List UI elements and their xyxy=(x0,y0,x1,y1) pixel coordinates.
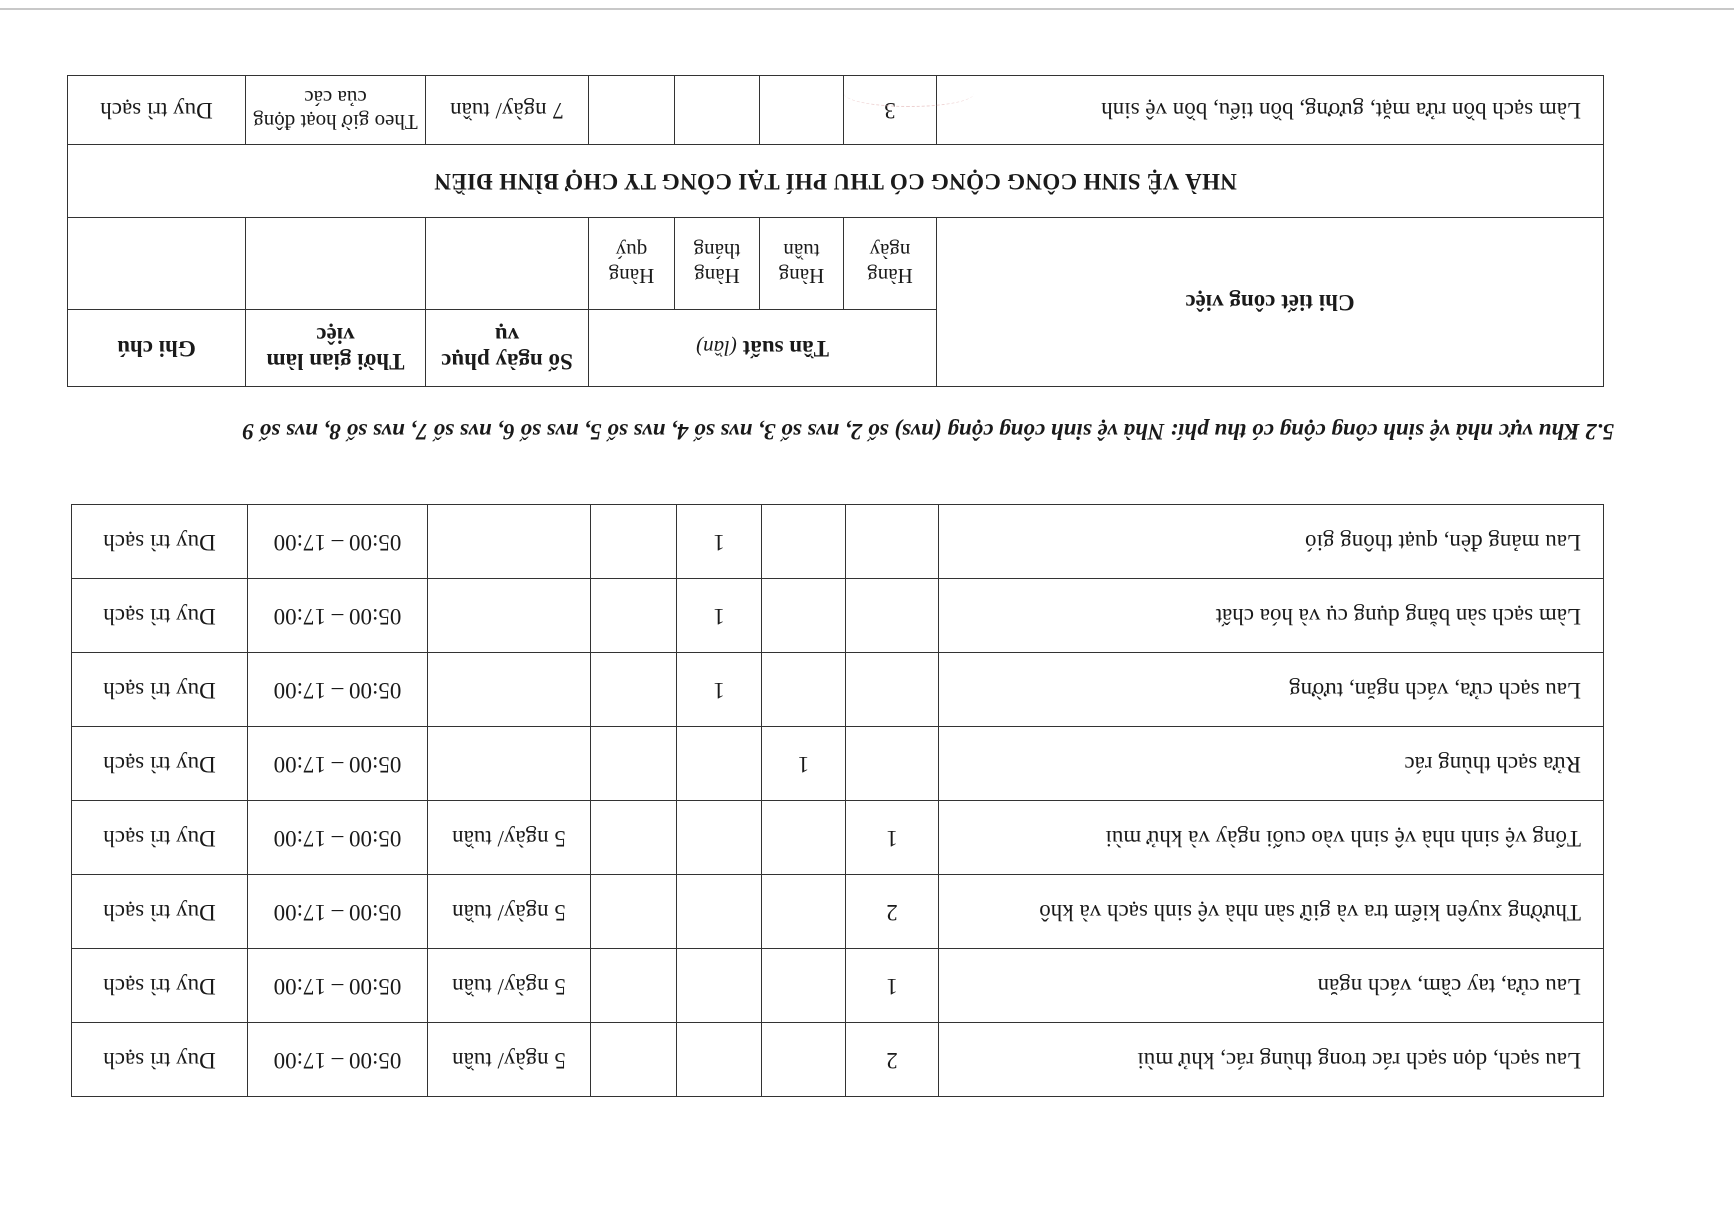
quarterly-count-cell xyxy=(589,76,675,145)
weekly-count-cell xyxy=(762,801,846,875)
header-service-days: Số ngày phục vụ xyxy=(426,310,589,387)
task-detail-cell: Tổng vệ sinh nhà vệ sinh vào cuối ngày và khử mùi xyxy=(939,801,1604,875)
daily-count-cell xyxy=(846,653,939,727)
service-days-cell xyxy=(428,727,591,801)
note-cell: Duy trì sạch xyxy=(68,76,246,145)
header-empty-cell xyxy=(426,218,589,310)
header-working-time: Thời gian làm việc xyxy=(246,310,426,387)
weekly-count-cell xyxy=(760,76,844,145)
monthly-count-cell: 1 xyxy=(677,653,762,727)
banner-row xyxy=(68,145,1604,218)
daily-count-cell: 3 xyxy=(844,76,937,145)
monthly-count-cell xyxy=(677,875,762,949)
task-detail-cell: Làm sạch bồn rửa mặt, gương, bồn tiểu, bồn vệ sinh xyxy=(937,76,1604,145)
quarterly-count-cell xyxy=(591,727,677,801)
working-time-cell: 05:00 – 17:00 xyxy=(248,579,428,653)
task-detail-cell: Làm sạch sàn bằng dụng cụ và hóa chất xyxy=(939,579,1604,653)
table-row xyxy=(72,801,1604,875)
header-monthly: Hàng tháng xyxy=(675,218,760,310)
working-time-cell: 05:00 – 17:00 xyxy=(248,949,428,1023)
daily-count-cell: 1 xyxy=(846,949,939,1023)
header-note: Ghi chú xyxy=(68,310,246,387)
header-frequency xyxy=(589,310,937,387)
service-days-cell: 7 ngày/ tuần xyxy=(426,76,589,145)
service-days-cell: 5 ngày/ tuần xyxy=(428,1023,591,1097)
daily-count-cell: 2 xyxy=(846,875,939,949)
task-detail-cell: Lau sạch cửa, vách ngăn, tường xyxy=(939,653,1604,727)
table-row xyxy=(72,579,1604,653)
header-empty-cell xyxy=(246,218,426,310)
quarterly-count-cell xyxy=(591,505,677,579)
service-days-cell xyxy=(428,505,591,579)
weekly-count-cell xyxy=(762,875,846,949)
note-cell: Duy trì sạch xyxy=(72,653,248,727)
weekly-count-cell: 1 xyxy=(762,727,846,801)
service-days-cell xyxy=(428,653,591,727)
cleaning-schedule-table xyxy=(71,504,1604,1097)
task-detail-cell: Rửa sạch thùng rác xyxy=(939,727,1604,801)
monthly-count-cell xyxy=(677,801,762,875)
quarterly-count-cell xyxy=(591,1023,677,1097)
quarterly-count-cell xyxy=(591,875,677,949)
daily-count-cell xyxy=(846,505,939,579)
note-cell: Duy trì sạch xyxy=(72,1023,248,1097)
quarterly-count-cell xyxy=(591,949,677,1023)
working-time-cell: 05:00 – 17:00 xyxy=(248,801,428,875)
table-row xyxy=(72,1023,1604,1097)
working-time-cell: 05:00 – 17:00 xyxy=(248,727,428,801)
working-time-cell: 05:00 – 17:00 xyxy=(248,505,428,579)
table-row xyxy=(72,727,1604,801)
note-cell: Duy trì sạch xyxy=(72,505,248,579)
weekly-count-cell xyxy=(762,579,846,653)
working-time-cell: 05:00 – 17:00 xyxy=(248,1023,428,1097)
table-row xyxy=(72,653,1604,727)
daily-count-cell: 2 xyxy=(846,1023,939,1097)
table-row xyxy=(72,505,1604,579)
quarterly-count-cell xyxy=(591,801,677,875)
monthly-count-cell: 1 xyxy=(677,579,762,653)
daily-count-cell xyxy=(846,727,939,801)
weekly-count-cell xyxy=(762,505,846,579)
monthly-count-cell xyxy=(677,727,762,801)
monthly-count-cell: 1 xyxy=(677,505,762,579)
monthly-count-cell xyxy=(677,1023,762,1097)
table-row xyxy=(72,949,1604,1023)
note-cell: Duy trì sạch xyxy=(72,727,248,801)
header-task-detail: Chi tiết công việc xyxy=(937,218,1604,387)
section-banner: NHÀ VỆ SINH CÔNG CỘNG CÓ THU PHÍ TẠI CÔNG TY CHỢ BÌNH ĐIỀN xyxy=(68,145,1604,218)
note-cell: Duy trì sạch xyxy=(72,949,248,1023)
monthly-count-cell xyxy=(677,949,762,1023)
working-time-cell: 05:00 – 17:00 xyxy=(248,653,428,727)
working-time-cell: Theo giờ hoạt động của các xyxy=(246,76,426,145)
table-row xyxy=(68,76,1604,145)
header-daily: Hàng ngày xyxy=(844,218,937,310)
task-detail-cell: Lau sạch, dọn sạch rác trong thùng rác, khử mùi xyxy=(939,1023,1604,1097)
header-frequency-label: Tần suất xyxy=(742,336,829,362)
task-detail-cell: Lau cửa, tay cầm, vách ngăn xyxy=(939,949,1604,1023)
task-detail-cell: Lau mảng đèn, quạt thông gió xyxy=(939,505,1604,579)
service-days-cell: 5 ngày/ tuần xyxy=(428,949,591,1023)
weekly-count-cell xyxy=(762,653,846,727)
weekly-count-cell xyxy=(762,949,846,1023)
section-heading: 5.2 Khu vực nhà vệ sinh công cộng có thu phí: Nhà vệ sinh công cộng (nvs) số 2, nvs số 3, nvs số 4, nvs số 5, nvs số 6, nvs số 7, nvs số 8, nvs số 9 xyxy=(242,419,1614,444)
service-days-cell xyxy=(428,579,591,653)
service-days-cell: 5 ngày/ tuần xyxy=(428,875,591,949)
faded-stamp-trace xyxy=(844,80,974,107)
paid-toilet-schedule-table xyxy=(67,75,1604,387)
note-cell: Duy trì sạch xyxy=(72,875,248,949)
quarterly-count-cell xyxy=(591,653,677,727)
monthly-count-cell xyxy=(675,76,760,145)
header-quarterly: Hàng quý xyxy=(589,218,675,310)
header-weekly: Hàng tuần xyxy=(760,218,844,310)
table-row xyxy=(72,875,1604,949)
note-cell: Duy trì sạch xyxy=(72,801,248,875)
header-frequency-unit: (lần) xyxy=(696,336,737,361)
service-days-cell: 5 ngày/ tuần xyxy=(428,801,591,875)
daily-count-cell xyxy=(846,579,939,653)
working-time-cell: 05:00 – 17:00 xyxy=(248,875,428,949)
daily-count-cell: 1 xyxy=(846,801,939,875)
header-empty-cell xyxy=(68,218,246,310)
quarterly-count-cell xyxy=(591,579,677,653)
task-detail-cell: Thường xuyên kiểm tra và giữ sàn nhà vệ sinh sạch và khô xyxy=(939,875,1604,949)
header-row xyxy=(68,310,1604,387)
scan-edge-line xyxy=(0,8,1734,10)
note-cell: Duy trì sạch xyxy=(72,579,248,653)
weekly-count-cell xyxy=(762,1023,846,1097)
